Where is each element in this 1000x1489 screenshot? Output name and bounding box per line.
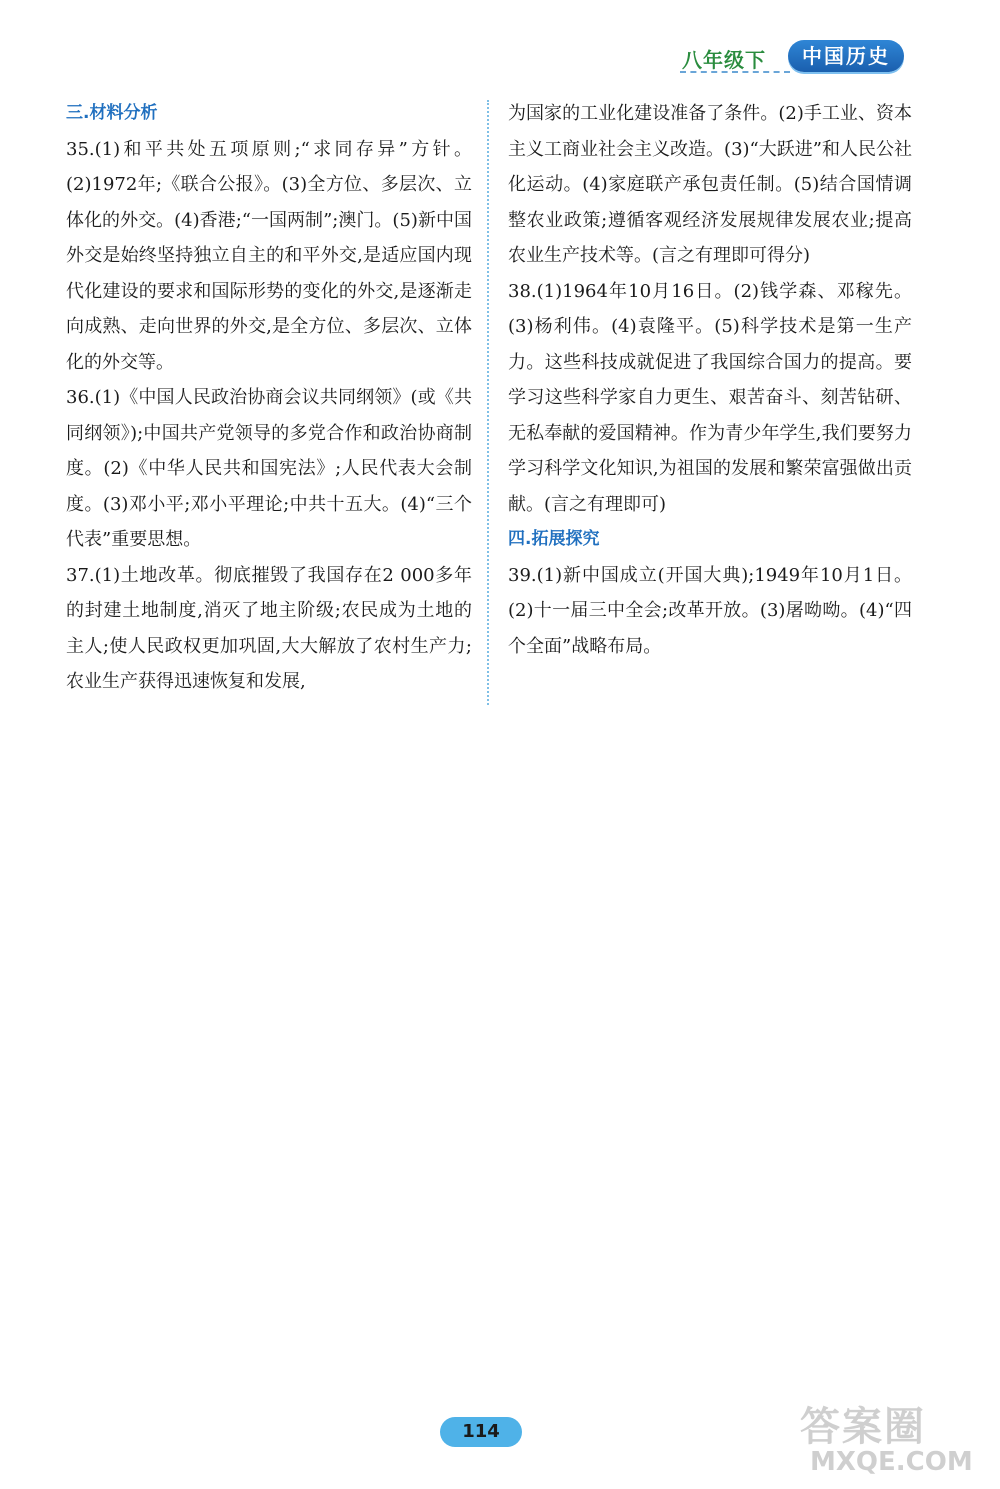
- page-header: [670, 38, 910, 78]
- column-divider: [487, 100, 489, 705]
- section-title-extension: 四.拓展探究: [508, 529, 600, 549]
- watermark: [800, 1395, 990, 1480]
- answer-38: 38.(1)1964年10月16日。(2)钱学森、邓稼先。(3)杨利伟。(4)袁隆平。(5)科学技术是第一生产力。这些科技成就促进了我国综合国力的提高。要学习这些科学家自力更生、艰苦奋斗、刻苦钻研、无私奉献的爱国精神。作为青少年学生,我们要努力学习科学文化知识,为祖国的发展和繁荣富强做出贡献。(言之有理即可): [508, 280, 912, 515]
- page-number: 114: [440, 1417, 522, 1447]
- answer-37-continued: 为国家的工业化建设准备了条件。(2)手工业、资本主义工商业社会主义改造。(3)“大跃进”和人民公社化运动。(4)家庭联产承包责任制。(5)结合国情调整农业政策;遵循客观经济发展规律发展农业;提高农业生产技术等。(言之有理即可得分): [508, 103, 912, 266]
- answer-35: 35.(1)和平共处五项原则;“求同存异”方针。(2)1972年;《联合公报》。(3)全方位、多层次、立体化的外交。(4)香港;“一国两制”;澳门。(5)新中国外交是始终坚持独立自主的和平外交,是适应国内现代化建设的要求和国际形势的变化的外交,是逐渐走向成熟、走向世界的外交,是全方位、多层次、立体化的外交等。: [66, 138, 472, 373]
- watermark-site: MXQE.COM: [810, 1447, 973, 1477]
- header-dashes: [680, 71, 790, 73]
- answer-37: 37.(1)土地改革。彻底摧毁了我国存在2 000多年的封建土地制度,消灭了地主阶级;农民成为土地的主人;使人民政权更加巩固,大大解放了农村生产力;农业生产获得迅速恢复和发展,: [66, 564, 472, 692]
- left-column: [66, 96, 472, 700]
- watermark-logo: 答案圈: [800, 1404, 926, 1450]
- answer-36: 36.(1)《中国人民政治协商会议共同纲领》(或《共同纲领》);中国共产党领导的多党合作和政治协商制度。(2)《中华人民共和国宪法》;人民代表大会制度。(3)邓小平;邓小平理论;中共十五大。(4)“三个代表”重要思想。: [66, 387, 472, 550]
- right-column: [508, 96, 912, 664]
- grade-label: 八年级下: [682, 48, 766, 72]
- answer-39: 39.(1)新中国成立(开国大典);1949年10月1日。(2)十一届三中全会;改革开放。(3)屠呦呦。(4)“四个全面”战略布局。: [508, 564, 912, 657]
- section-title-materials: 三.材料分析: [66, 103, 158, 123]
- subject-badge: 中国历史: [788, 40, 904, 72]
